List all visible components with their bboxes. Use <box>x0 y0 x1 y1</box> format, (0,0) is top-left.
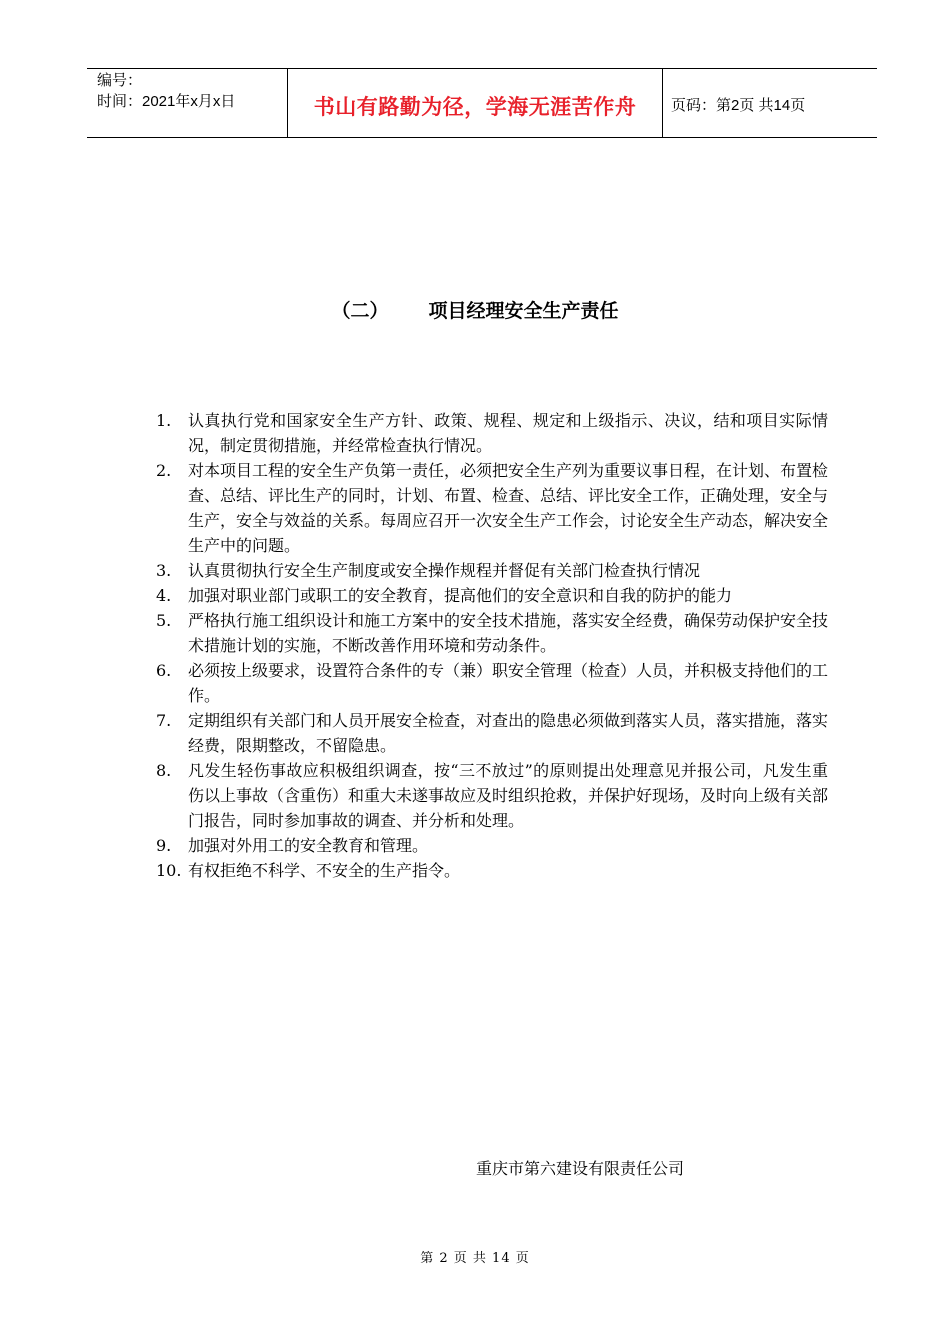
list-item <box>156 583 828 608</box>
list-item <box>156 708 828 758</box>
list-item-number: 4. <box>156 586 172 605</box>
list-item-text: 加强对职业部门或职工的安全教育，提高他们的安全意识和自我的防护的能力 <box>188 586 733 605</box>
list-item-number: 3. <box>156 561 172 580</box>
list-item-text: 加强对外用工的安全教育和管理。 <box>188 836 429 855</box>
header-motto-cell <box>287 69 663 137</box>
list-item <box>156 458 828 558</box>
list-item <box>156 858 828 883</box>
section-number: （二） <box>331 300 389 322</box>
list-item-text: 必须按上级要求，设置符合条件的专（兼）职安全管理（检查）人员，并积极支持他们的工作。 <box>188 661 829 705</box>
company-name: 重庆市第六建设有限责任公司 <box>476 1159 685 1178</box>
list-item-text: 对本项目工程的安全生产负第一责任，必须把安全生产列为重要议事日程，在计划、布置检查、总结、评比生产的同时，计划、布置、检查、总结、评比安全工作，正确处理，安全与生产，安全与效益的关系。每周应召开一次安全生产工作会，讨论安全生产动态，解决安全生产中的问题。 <box>188 461 829 555</box>
list-item-number: 2. <box>156 461 172 480</box>
list-item <box>156 608 828 658</box>
list-item-number: 8. <box>156 761 172 780</box>
list-item <box>156 833 828 858</box>
list-item-text: 严格执行施工组织设计和施工方案中的安全技术措施，落实安全经费，确保劳动保护安全技术措施计划的实施，不断改善作用环境和劳动条件。 <box>188 611 829 655</box>
list-item-text: 认真贯彻执行安全生产制度或安全操作规程并督促有关部门检查执行情况 <box>188 561 701 580</box>
document-header <box>87 68 877 138</box>
motto-text: 书山有路勤为径，学海无涯苦作舟 <box>313 95 637 119</box>
list-item-number: 10. <box>156 861 182 880</box>
time-label: 时间：2021年x月x日 <box>97 93 236 110</box>
list-item-number: 9. <box>156 836 172 855</box>
list-item-number: 7. <box>156 711 172 730</box>
header-meta-cell <box>87 69 287 137</box>
header-page-cell <box>663 69 877 137</box>
page-footer: 第 2 页 共 14 页 <box>420 1251 530 1266</box>
list-item-text: 有权拒绝不科学、不安全的生产指令。 <box>188 861 461 880</box>
list-item-text: 凡发生轻伤事故应积极组织调查，按“三不放过”的原则提出处理意见并报公司，凡发生重伤以上事故（含重伤）和重大未遂事故应及时组织抢救，并保护好现场，及时向上级有关部门报告，同时参加事故的调查、并分析和处理。 <box>188 761 829 830</box>
list-item-number: 6. <box>156 661 172 680</box>
section-heading: 项目经理安全生产责任 <box>428 300 619 322</box>
responsibility-list <box>156 408 828 883</box>
list-item-number: 5. <box>156 611 172 630</box>
list-item <box>156 758 828 833</box>
section-title <box>0 296 950 323</box>
list-item <box>156 558 828 583</box>
list-item <box>156 658 828 708</box>
list-item <box>156 408 828 458</box>
number-label: 编号： <box>97 72 143 89</box>
list-item-text: 定期组织有关部门和人员开展安全检查，对查出的隐患必须做到落实人员，落实措施，落实经费，限期整改，不留隐患。 <box>188 711 829 755</box>
page-info: 页码：第2页 共14页 <box>671 97 806 114</box>
list-item-number: 1. <box>156 411 172 430</box>
list-item-text: 认真执行党和国家安全生产方针、政策、规程、规定和上级指示、决议，结和项目实际情况，制定贯彻措施，并经常检查执行情况。 <box>188 411 828 455</box>
